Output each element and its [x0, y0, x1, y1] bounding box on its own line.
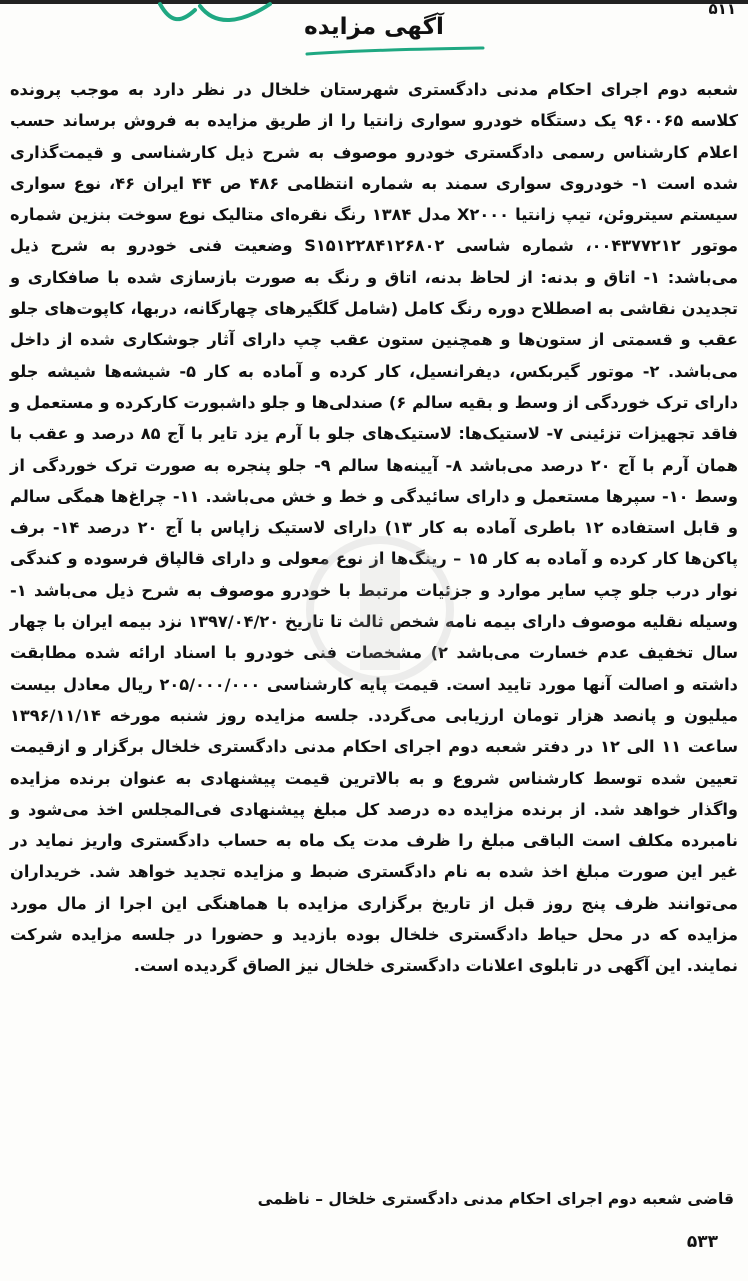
judge-signature-line: قاضی شعبه دوم اجرای احکام مدنی دادگستری خلخال – ناظمی [257, 1190, 734, 1208]
top-border-line [0, 0, 748, 4]
bottom-page-number: ۵۳۳ [686, 1232, 718, 1252]
top-page-number: ۵۱۱ [708, 0, 736, 18]
handwritten-underline-icon [305, 40, 485, 64]
notice-title: آگهی مزایده [304, 14, 444, 40]
notice-body: شعبه دوم اجرای احکام مدنی دادگستری شهرستان خلخال در نظر دارد به موجب پرونده کلاسه ۹۶۰۰۶۵ یک دستگاه خودرو سواری زانتیا را از طریق مزایده به فروش برساند حسب اعلام کارشناس رسمی دادگستری خودرو موصوف به شرح ذیل کارشناسی و قیمت‌گذاری شده است ۱- خودروی سواری سمند به شماره انتظامی ۴۸۶ ص ۴۴ ایران ۴۶، نوع سواری سیستم سیتروئن، تیپ زانتیا X۲۰۰۰ مدل ۱۳۸۴ رنگ نقره‌ای متالیک نوع سوخت بنزین شماره موتور ۰۰۴۳۷۷۲۱۲، شماره شاسی S۱۵۱۲۲۸۴۱۲۶۸۰۲ وضعیت فنی خودرو به شرح ذیل می‌باشد: ۱- اتاق و بدنه: از لحاظ بدنه، اتاق و رنگ به صورت بازسازی شده با صافکاری و تجدیدن نقاشی به اصطلاح دوره رنگ کامل (شامل گلگیرهای چهارگانه، دربها، کاپوت‌های جلو عقب و قسمتی از ستون‌ها و همچنین ستون عقب چپ دارای آثار جوشکاری شده از داخل می‌باشد. ۲- موتور گیربکس، دیفرانسیل، کار کرده و آماده به کار ۵- شیشه‌ها شیشه جلو دارای ترک خوردگی از وسط و بقیه سالم ۶) صندلی‌ها و جلو داشبورت کارکرده و مستعمل و فاقد تجهیزات تزئینی ۷- لاستیک‌ها: لاستیک‌های جلو با آرم یزد تایر با آج ۸۵ درصد و عقب با همان آرم با آج ۲۰ درصد می‌باشد ۸- آیینه‌ها سالم ۹- جلو پنجره به صورت ترک خوردگی از وسط ۱۰- سپرها مستعمل و دارای سائیدگی و خط و خش می‌باشد. ۱۱- چراغ‌ها همگی سالم و قابل استفاده ۱۲ باطری آماده به کار ۱۳) دارای لاستیک زاپاس با آج ۲۰ درصد ۱۴- برف پاکن‌ها کار کرده و آماده به کار ۱۵ – رینگ‌ها از نوع معولی و دارای قالپاق فرسوده و کندگی نوار درب جلو چپ سایر موارد و جزئیات مرتبط با خودرو موصوف به شرح ذیل می‌باشد ۱- وسیله نقلیه موصوف دارای بیمه نامه شخص ثالث تا تاریخ ۱۳۹۷/۰۴/۲۰ نزد بیمه ایران با چهار سال تخفیف عدم خسارت می‌باشد ۲) مشخصات فنی خودرو با اسناد ارائه شده مطابقت داشته و اصالت آنها مورد تایید است. قیمت پایه کارشناسی ۲۰۵/۰۰۰/۰۰۰ ریال معادل بیست میلیون و پانصد هزار تومان ارزیابی می‌گردد. جلسه مزایده روز شنبه مورخه ۱۳۹۶/۱۱/۱۴ ساعت ۱۱ الی ۱۲ در دفتر شعبه دوم اجرای احکام مدنی دادگستری خلخال برگزار و ازقیمت تعیین شده توسط کارشناس شروع و به بالاترین قیمت پیشنهادی به عنوان برنده مزایده واگذار خواهد شد. از برنده مزایده ده درصد کل مبلغ پیشنهادی فی‌المجلس اخذ می‌شود و نامبرده مکلف است الباقی مبلغ را ظرف مدت یک ماه به حساب دادگستری واریز نماید در غیر این صورت مبلغ اخذ شده به نام دادگستری ضبط و مزایده تجدید خواهد شد. خریداران می‌توانند ظرف پنج روز قبل از تاریخ برگزاری مزایده با هماهنگی این اجرا از مال مورد مزایده که در محل حیاط دادگستری خلخال بوده بازدید و حضورا در جلسه مزایده شرکت نمایند. این آگهی در تابلوی اعلانات دادگستری خلخال نیز الصاق گردیده است. [10, 80, 739, 976]
